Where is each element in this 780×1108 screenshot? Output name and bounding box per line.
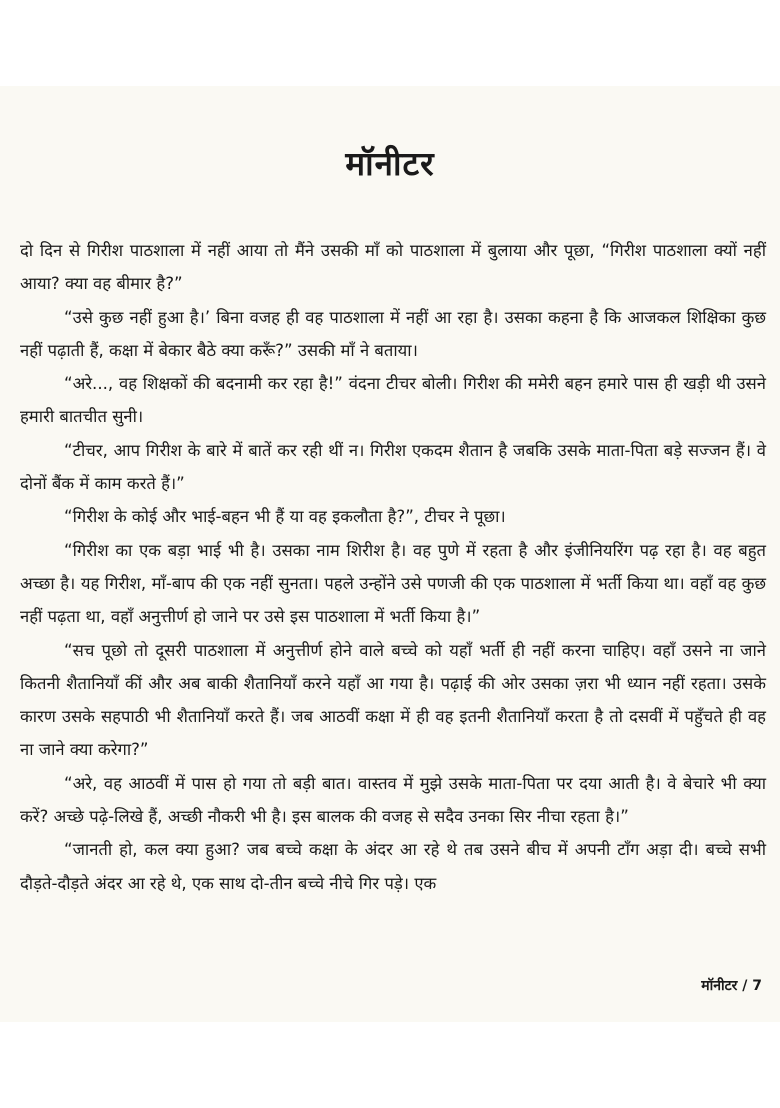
paragraph-4: “टीचर, आप गिरीश के बारे में बातें कर रही थीं न। गिरीश एकदम शैतान है जबकि उसके माता-पिता बड़े सज्जन हैं। वे दोनों बैंक में काम करते हैं।” (20, 440, 766, 494)
paragraph-5: “गिरीश के कोई और भाई-बहन भी हैं या वह इकलौता है?”, टीचर ने पूछा। (64, 507, 506, 527)
paragraph-9: “जानती हो, कल क्या हुआ? जब बच्चे कक्षा के अंदर आ रहे थे तब उसने बीच में अपनी टाँग अड़ा दी। बच्चे सभी दौड़ते-दौड़ते अंदर आ रहे थे, एक साथ दो-तीन बच्चे नीचे गिर पड़े। एक (20, 840, 766, 893)
page-title: मॉनीटर (345, 144, 435, 183)
paragraph-7: “सच पूछो तो दूसरी पाठशाला में अनुत्तीर्ण होने वाले बच्चे को यहाँ भर्ती ही नहीं करना चाहिए। वहाँ उसने ना जाने कितनी शैतानियाँ कीं और अब बाकी शैतानियाँ करने यहाँ आ गया है। पढ़ाई की ओर उसका ज़रा भी ध्यान नहीं रहता। उसके कारण उसके सहपाठी भी शैतानियाँ करते हैं। जब आठवीं कक्षा में ही वह इतनी शैतानियाँ करता है तो दसवीं में पहुँचते ही वह ना जाने क्या करेगा?” (20, 640, 766, 760)
paragraph-3: “अरे..., वह शिक्षकों की बदनामी कर रहा है!” वंदना टीचर बोली। गिरीश की ममेरी बहन हमारे पास ही खड़ी थी उसने हमारी बातचीत सुनी। (20, 374, 766, 427)
page-footer: मॉनीटर / 7 (701, 978, 762, 994)
paragraph-2: “उसे कुछ नहीं हुआ है।’ बिना वजह ही वह पाठशाला में नहीं आ रहा है। उसका कहना है कि आजकल शिक्षिका कुछ नहीं पढ़ाती हैं, कक्षा में बेकार बैठे क्या करूँ?” उसकी माँ ने बताया। (20, 307, 766, 360)
story-body (20, 234, 766, 900)
paragraph-1: दो दिन से गिरीश पाठशाला में नहीं आया तो मैंने उसकी माँ को पाठशाला में बुलाया और पूछा, “गिरीश पाठशाला क्यों नहीं आया? क्या वह बीमार है?” (20, 241, 766, 294)
paragraph-6: “गिरीश का एक बड़ा भाई भी है। उसका नाम शिरीश है। वह पुणे में रहता है और इंजीनियरिंग पढ़ रहा है। वह बहुत अच्छा है। यह गिरीश, माँ-बाप की एक नहीं सुनता। पहले उन्होंने उसे पणजी की एक पाठशाला में भर्ती किया था। वहाँ वह कुछ नहीं पढ़ता था, वहाँ अनुत्तीर्ण हो जाने पर उसे इस पाठशाला में भर्ती किया है।” (20, 540, 767, 627)
paragraph-8: “अरे, वह आठवीं में पास हो गया तो बड़ी बात। वास्तव में मुझे उसके माता-पिता पर दया आती है। वे बेचारे भी क्या करें? अच्छे पढ़े-लिखे हैं, अच्छी नौकरी भी है। इस बालक की वजह से सदैव उनका सिर नीचा रहता है।” (20, 773, 766, 827)
